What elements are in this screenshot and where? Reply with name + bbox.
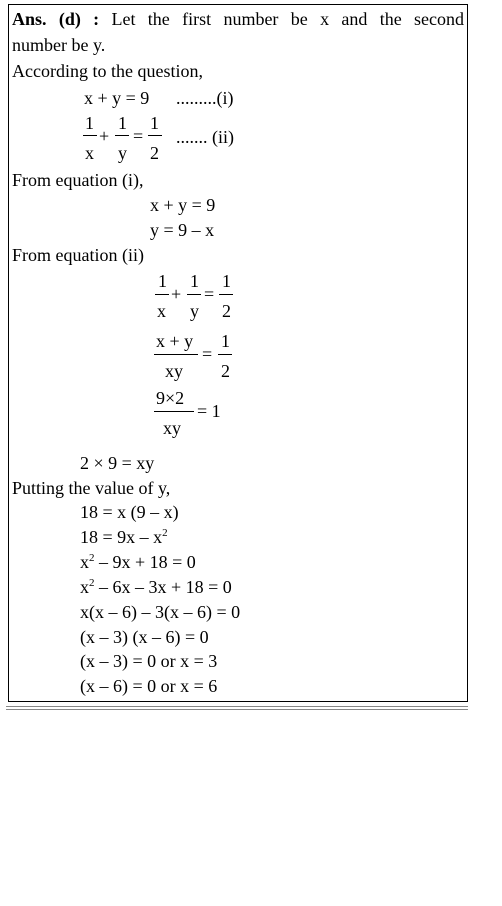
answer-sep: : [80, 9, 112, 29]
sum-den-1: x [157, 301, 166, 321]
from-eq2-text: From equation (ii) [12, 245, 144, 265]
eq2-num-3: 1 [150, 113, 159, 133]
step-s2: 18 = x (9 – x) [80, 502, 179, 522]
step-s6: x(x – 6) – 3(x – 6) = 0 [80, 602, 241, 622]
from-eq1-text: From equation (i), [12, 170, 144, 190]
sum-bar-3 [219, 294, 233, 295]
equation-1-tag: .........(i) [176, 88, 234, 108]
according-text: According to the question, [12, 61, 203, 81]
s3-text: 18 = 9x – x [80, 527, 163, 547]
sum-bar-1 [155, 294, 169, 295]
step-s9: (x – 6) = 0 or x = 6 [80, 676, 218, 696]
f92-numerator: 9×2 [156, 388, 185, 408]
xy-numerator: x + y [156, 331, 194, 351]
equation-2-tag: ....... (ii) [176, 127, 234, 147]
sum-num-3: 1 [222, 271, 231, 291]
s4-text: – 9x + 18 = 0 [94, 552, 196, 572]
sum-den-3: 2 [222, 301, 231, 321]
step-s4 [80, 552, 196, 572]
sum-num-1: 1 [158, 271, 167, 291]
s4-base: x [80, 552, 89, 572]
f92-equals: = 1 [197, 401, 221, 421]
step-s7: (x – 3) (x – 6) = 0 [80, 627, 209, 647]
eq2-den-3: 2 [150, 143, 159, 163]
putting-text: Putting the value of y, [12, 478, 171, 498]
eq2-bar-1 [83, 135, 97, 136]
step-s5 [80, 577, 232, 597]
sum-den-2: y [190, 301, 199, 321]
divider-line-2 [6, 709, 468, 710]
divider-line [6, 706, 468, 707]
answer-label: Ans. (d) [12, 9, 81, 29]
eq2-plus: + [99, 126, 110, 146]
xy-equals: = [202, 344, 213, 364]
xy-right-den: 2 [221, 361, 230, 381]
s4-exponent: 2 [89, 552, 95, 564]
s5-base: x [80, 577, 89, 597]
sum-equals: = [204, 284, 215, 304]
xy-right-bar [218, 354, 232, 355]
sum-num-2: 1 [190, 271, 199, 291]
eq2-equals: = [133, 126, 144, 146]
intro-text: Let the first number be x and the second [111, 9, 464, 29]
sum-bar-2 [187, 294, 201, 295]
eq2-bar-3 [148, 135, 162, 136]
step-s3 [80, 527, 168, 547]
f92-denominator: xy [163, 418, 181, 438]
sum-plus: + [171, 284, 182, 304]
step-b: y = 9 – x [150, 220, 215, 240]
eq2-num-1: 1 [85, 113, 94, 133]
eq2-den-2: y [118, 143, 127, 163]
step-a: x + y = 9 [150, 195, 216, 215]
eq2-den-1: x [85, 143, 94, 163]
step-s8: (x – 3) = 0 or x = 3 [80, 651, 218, 671]
xy-bar [154, 354, 198, 355]
f92-bar [154, 411, 194, 412]
s5-text: – 6x – 3x + 18 = 0 [94, 577, 232, 597]
intro-line-1 [12, 9, 464, 29]
xy-right-num: 1 [221, 331, 230, 351]
intro-line-2: number be y. [12, 35, 106, 55]
eq2-num-2: 1 [118, 113, 127, 133]
step-s1: 2 × 9 = xy [80, 453, 155, 473]
xy-denominator: xy [165, 361, 183, 381]
eq2-bar-2 [115, 135, 129, 136]
equation-1: x + y = 9 [84, 88, 150, 108]
s3-exponent: 2 [162, 527, 168, 539]
s5-exponent: 2 [89, 577, 95, 589]
